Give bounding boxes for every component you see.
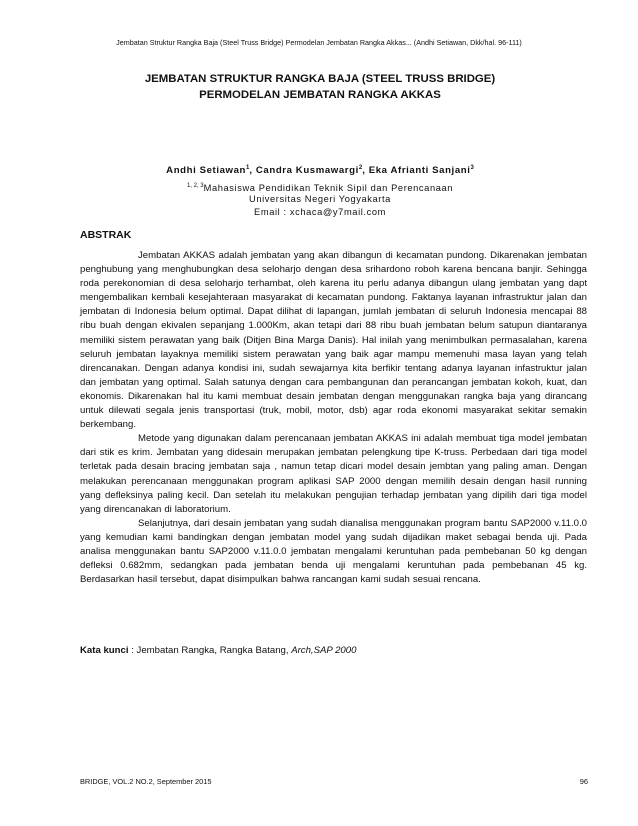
keywords-label: Kata kunci [80, 645, 129, 656]
keywords-separator: : [128, 645, 137, 656]
page-number: 96 [579, 777, 588, 786]
affiliation-sup: 1, 2, 3 [186, 183, 204, 189]
keywords [80, 645, 587, 656]
title-line-2: PERMODELAN JEMBATAN RANGKA AKKAS [199, 89, 441, 101]
abstract-paragraph-1: Jembatan AKKAS adalah jembatan yang akan dibangun di kecamatan pundong. Dikarenakan jembatan penghubung yang menghubungkan desa seloharjo dengan desa srihardono roboh karena bencana banjir. Sehingga roda perekonomian di desa seloharjo terhambat, oleh karena itu perlu adanya dibangun ulang jembatan yang dapt mengembalikan kembali kesejahteraan masyarakat di kecamatan pundong. Faktanya layanan infrastruktur jalan dan jembatan di Indonesia belum optimal. Dapat dilihat di lapangan, jumlah jembatan di seluruh Indonesia mencapai 88 ribu buah dengan ekivalen sepanjang 1.000Km, akan tetapi dari 88 ribu buah jembatan belum satupun diantaranya memiliki sistem perawatan yang baik (Ditjen Bina Marga Danis). Hal inilah yang menimbulkan permasalahan, karena seluruh jembatan layaknya memiliki sistem perawatan yang baik agar mampu memenuhi masa layan yang telah direncanakan. Dengan adanya kondisi ini, sudah sewajarnya kita berfikir tentang adanya layanan infastruktur jalan dan jembatan yang optimal. Salah satunya dengan cara pembangunan dan perancangan jembatan kokoh, kuat, dan ekonomis. Dikarenakan hal itu kami membuat desain jembatan dengan menggunakan rangka baja yang dirancang untuk dilewati segala jenis transportasi (truk, mobil, motor, dsb) agar roda ekonomi masyarakat sekitar semakin berkembang. [80, 250, 587, 431]
author-3-name: Eka Afrianti Sanjani [368, 165, 471, 177]
author-3-sup: 3 [470, 165, 474, 171]
abstract-body [80, 249, 587, 587]
author-2-sup: 2 [358, 165, 363, 171]
paper-title [60, 71, 580, 103]
title-line-1: JEMBATAN STRUKTUR RANGKA BAJA (STEEL TRUSS BRIDGE) [144, 73, 496, 85]
author-email: Email : xchaca@y7mail.com [254, 207, 386, 217]
abstract-heading: ABSTRAK [80, 229, 132, 241]
abstract-paragraph-2: Metode yang digunakan dalam perencanaan jembatan AKKAS ini adalah membuat tiga model jembatan dari stik es krim. Jembatan yang didesain merupakan jembatan pelengkung tipe K-truss. Perbedaan dari tiga model terletak pada desain bracing jembatan saja , namun tetap dicari model desain jembtan yang paling aman. Dengan melakukan perencanaan menggunakan program aplikasi SAP 2000 dengan memilih desain dengan hasil running yang defleksinya paling kecil. Dan setelah itu melakukan pengujian terhadap jembatan yang dipilih dari tiga model yang direncanakan di laboratorium. [80, 433, 587, 515]
keywords-italic: Arch,SAP 2000 [291, 645, 357, 656]
author-2-name: Candra Kusmawargi [255, 165, 359, 177]
abstract-paragraph-3: Selanjutnya, dari desain jembatan yang sudah dianalisa menggunakan program bantu SAP2000 v.11.0.0 yang kemudian kami bandingkan dengan jembatan model yang sudah dijadikan maket sebagai benda uji. Pada analisa menggunakan bantu SAP2000 v.11.0.0 jembatan mengalami keruntuhan pada pembebanan 50 kg dengan defleksi 0.682mm, sedangkan pada jembatan benda uji mengalami keruntuhan pada pembebanan 45 kg. Berdasarkan hasil tersebut, dapat disimpulkan bahwa rancangan kami sudah sesuai rencana. [80, 517, 587, 586]
keywords-plain: Jembatan Rangka, Rangka Batang, [136, 645, 292, 656]
affiliation-university: Universitas Negeri Yogyakarta [249, 194, 391, 204]
journal-footer: BRIDGE, VOL.2 NO.2, September 2015 [80, 777, 212, 786]
author-1-sup: 1 [246, 165, 250, 171]
author-1-name: Andhi Setiawan [166, 165, 247, 177]
affiliation-dept-text: Mahasiswa Pendidikan Teknik Sipil dan Perencanaan [203, 183, 454, 194]
author-list: Andhi Setiawan$^1$, Candra Kusmawargi$^2$, Eka Afrianti Sanjani$^3$ [166, 165, 474, 177]
running-head: Jembatan Struktur Rangka Baja (Steel Truss Bridge) Permodelan Jembatan Rangka Akkas... (Andhi Setiawan, Dkk/hal. 96-111) [116, 38, 522, 47]
